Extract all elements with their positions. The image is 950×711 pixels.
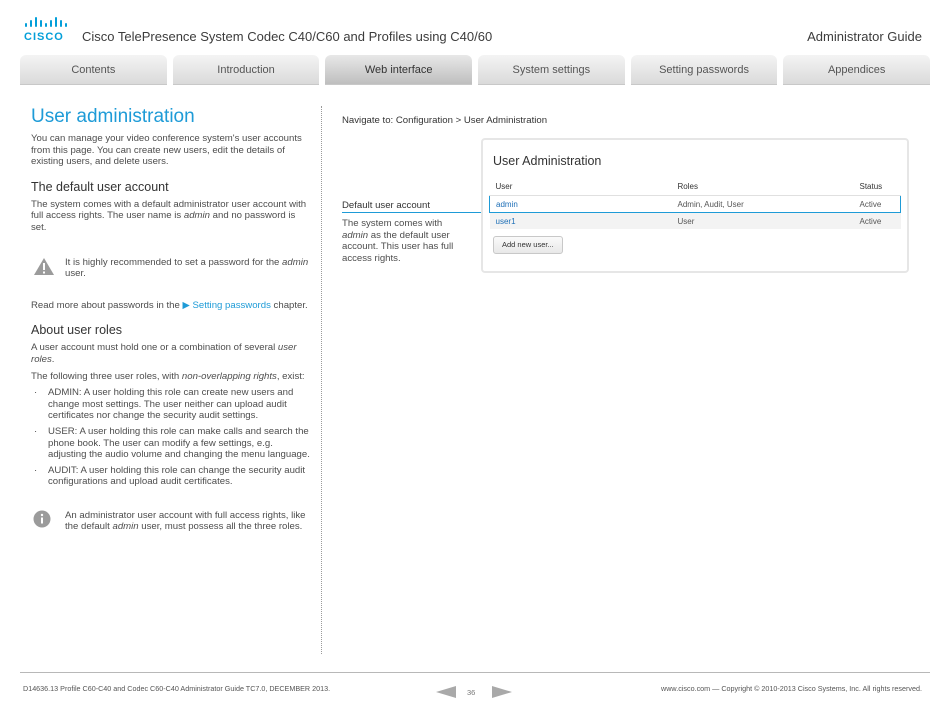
status-cell: Active [854,213,901,230]
roles-list [31,387,311,488]
cisco-logo [24,17,72,45]
add-new-user-button[interactable]: Add new user... [493,236,563,254]
users-table [489,178,901,229]
list-item: · USER: A user holding this role can make calls and search the phone book. The user can modify a few settings, e.g. adjusting the audio volume and changing the menu language. [31,426,311,461]
status-cell: Active [854,196,901,213]
column-header-status: Status [854,178,901,196]
user-cell[interactable]: user1 [490,213,672,230]
roles-cell: Admin, Audit, User [672,196,854,213]
roles-paragraph-1: A user account must hold one or a combination of several user roles. [31,342,297,365]
previous-page-arrow-icon[interactable] [436,685,456,703]
default-account-heading: The default user account [31,179,169,194]
table-row[interactable] [490,196,901,213]
tab-appendices[interactable]: Appendices [783,55,930,85]
table-header-row [490,178,901,196]
page-header [0,0,950,55]
tab-setting-passwords[interactable]: Setting passwords [631,55,778,85]
column-divider [321,106,322,654]
table-row[interactable] [490,213,901,230]
setting-passwords-link[interactable]: ▶ Setting passwords [182,299,271,311]
intro-paragraph: You can manage your video conference system's user accounts from this page. You can create new users, edit the details of existing users, and delete users. [31,133,302,168]
warning-text: It is highly recommended to set a password for the admin user. [65,256,309,280]
list-item: · ADMIN: A user holding this role can create new users and change most settings. The user neither can upload audit certificates nor change the security audit settings. [31,387,311,422]
roles-paragraph-2: The following three user roles, with non-overlapping rights, exist: [31,370,305,382]
list-item: · AUDIT: A user holding this role can change the security audit configurations and upload audit certificates. [31,465,311,488]
user-roles-heading: About user roles [31,323,123,338]
guide-title: Administrator Guide [807,29,922,44]
info-icon [33,510,51,533]
column-header-user: User [490,178,672,196]
user-administration-panel [481,138,909,273]
footer-divider [20,672,930,673]
tab-web-interface[interactable]: Web interface [325,55,472,85]
info-text: An administrator user account with full access rights, like the default admin user, must possess all the three roles. [65,509,306,533]
default-account-paragraph: The system comes with a default administrator user account with full access rights. The user name is admin and no password is set. [31,198,307,233]
warning-note [31,257,311,280]
read-more-paragraph: Read more about passwords in the ▶ Setting passwords chapter. [31,299,308,311]
warning-icon [33,257,55,281]
logo-text: CISCO [24,31,64,43]
left-column [31,106,311,533]
callout-title: Default user account [342,200,430,211]
column-header-roles: Roles [672,178,854,196]
footer-document-id: D14636.13 Profile C60-C40 and Codec C60-C40 Administrator Guide TC7.0, DECEMBER 2013. [23,684,331,693]
page-number: 36 [467,688,476,697]
tab-introduction[interactable]: Introduction [173,55,320,85]
callout-text: The system comes with admin as the default user account. This user has full access rights. [342,218,454,264]
info-note [31,510,311,533]
navigation-path: Navigate to: Configuration > User Administration [342,115,548,126]
callout-connector [342,212,494,213]
tab-system-settings[interactable]: System settings [478,55,625,85]
tab-contents[interactable]: Contents [20,55,167,85]
user-cell[interactable]: admin [490,196,672,213]
next-page-arrow-icon[interactable] [492,685,512,703]
footer-copyright: www.cisco.com — Copyright © 2010-2013 Cisco Systems, Inc. All rights reserved. [661,684,922,693]
panel-title: User Administration [493,154,602,168]
page-title: User administration [31,106,195,127]
chapter-tabs [20,55,930,87]
roles-cell: User [672,213,854,230]
document-title: Cisco TelePresence System Codec C40/C60 and Profiles using C40/60 [82,29,493,44]
